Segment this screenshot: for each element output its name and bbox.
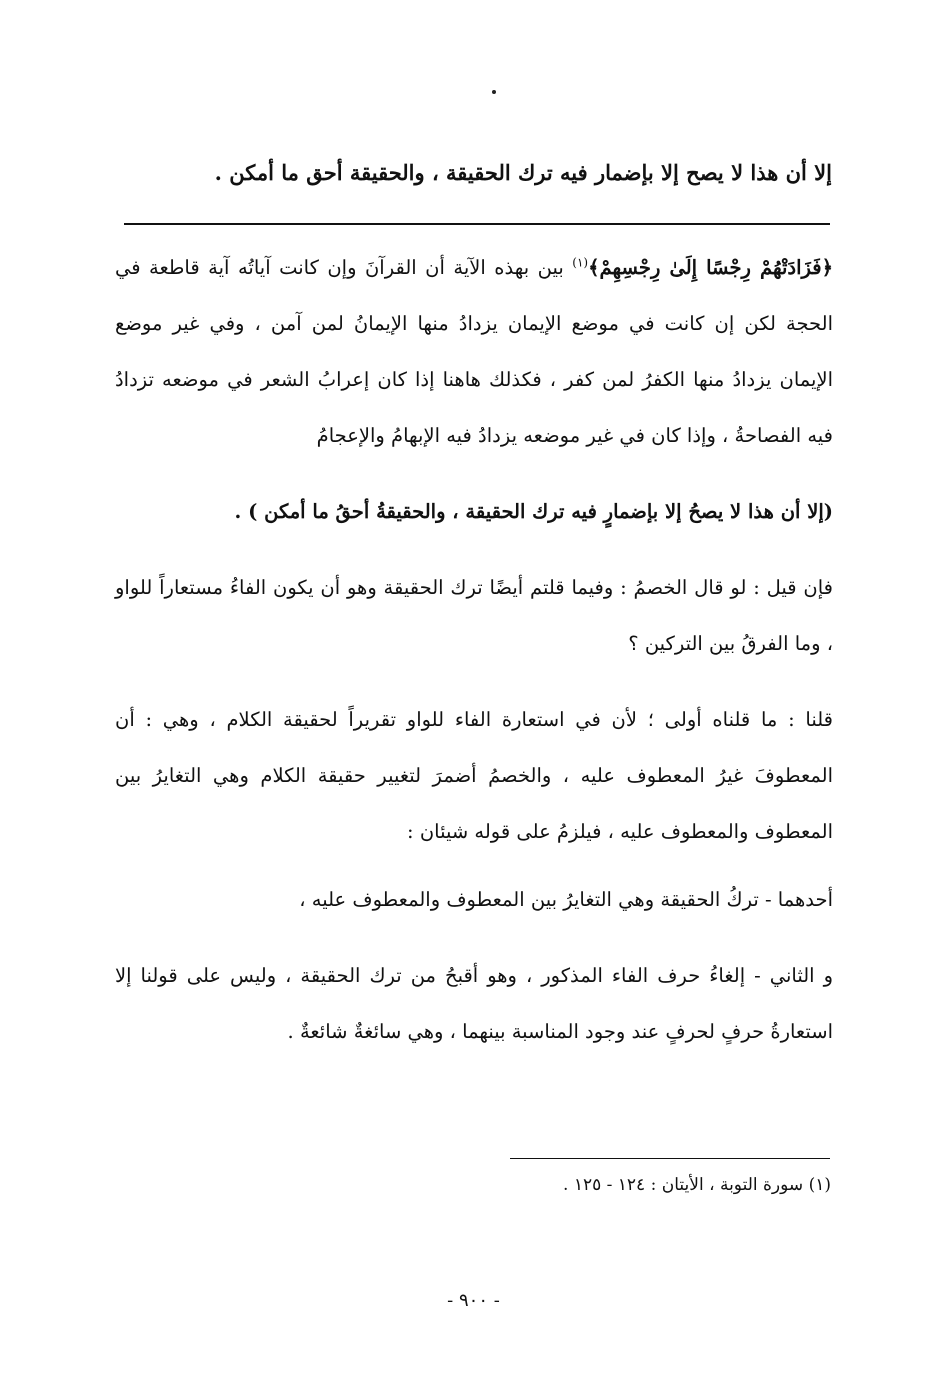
main-text	[115, 240, 833, 1080]
running-head: إلا أن هذا لا يصح إلا بإضمار فيه ترك الحقيقة ، والحقيقة أحق ما أمكن .	[214, 160, 832, 185]
paragraph-1-text: بين بهذه الآية أن القرآنَ وإن كانت آياتُه آية قاطعة في الحجة لكن إن كانت في موضع الإيمان يزدادُ منها الإيمانُ لمن آمن ، وفي غير موضع الإيمان يزدادُ منها الكفرُ لمن كفر ، فكذلك هاهنا إذا كان إعرابُ الشعر في موضعه تزدادُ فيه الفصاحةُ ، وإذا كان في غير موضعه يزدادُ فيه الإبهامُ والإعجامُ	[115, 256, 833, 447]
paragraph-3: فإن قيل : لو قال الخصمُ : وفيما قلتم أيضًا ترك الحقيقة وهو أن يكون الفاءُ مستعاراً للواو ، وما الفرقُ بين التركين ؟	[115, 576, 833, 655]
footnote-divider	[510, 1158, 830, 1159]
quran-verse-text: فَزَادَتْهُمْ رِجْسًا إِلَىٰ رِجْسِهِمْ	[599, 256, 822, 279]
quran-verse: ﴿فَزَادَتْهُمْ رِجْسًا إِلَىٰ رِجْسِهِمْ﴾	[588, 256, 834, 279]
ink-dot	[492, 90, 496, 94]
paragraph-2-quoted-matn: (إلا أن هذا لا يصحُ إلا بإضمارٍ فيه ترك الحقيقة ، والحقيقةُ أحقُ ما أمكن ) .	[234, 500, 833, 523]
paragraph-1	[115, 240, 833, 464]
paragraph-6: و الثاني - إلغاءُ حرف الفاء المذكور ، وهو أقبحُ من ترك الحقيقة ، وليس على قولنا إلا استعارةُ حرفٍ لحرفٍ عند وجود المناسبة بينهما ، وهي سائغةٌ شائعةٌ .	[115, 964, 833, 1043]
footnote-reference: (١)	[572, 255, 589, 270]
paragraph-4: قلنا : ما قلناه أولى ؛ لأن في استعارة الفاء للواو تقريراً لحقيقة الكلام ، وهي : أن المعطوفَ غيرُ المعطوف عليه ، والخصمُ أضمرَ لتغيير حقيقة الكلام وهي التغايرُ بين المعطوف والمعطوف عليه ، فيلزمُ على قوله شيئان :	[115, 708, 833, 843]
paragraph-5: أحدهما - تركُ الحقيقة وهي التغايرُ بين المعطوف والمعطوف عليه ،	[299, 888, 833, 911]
footnote: (١) سورة التوبة ، الأيتان : ١٢٤ - ١٢٥ .	[563, 1175, 831, 1195]
page-number: - ٩٠٠ -	[447, 1290, 500, 1311]
header-divider	[124, 223, 830, 225]
